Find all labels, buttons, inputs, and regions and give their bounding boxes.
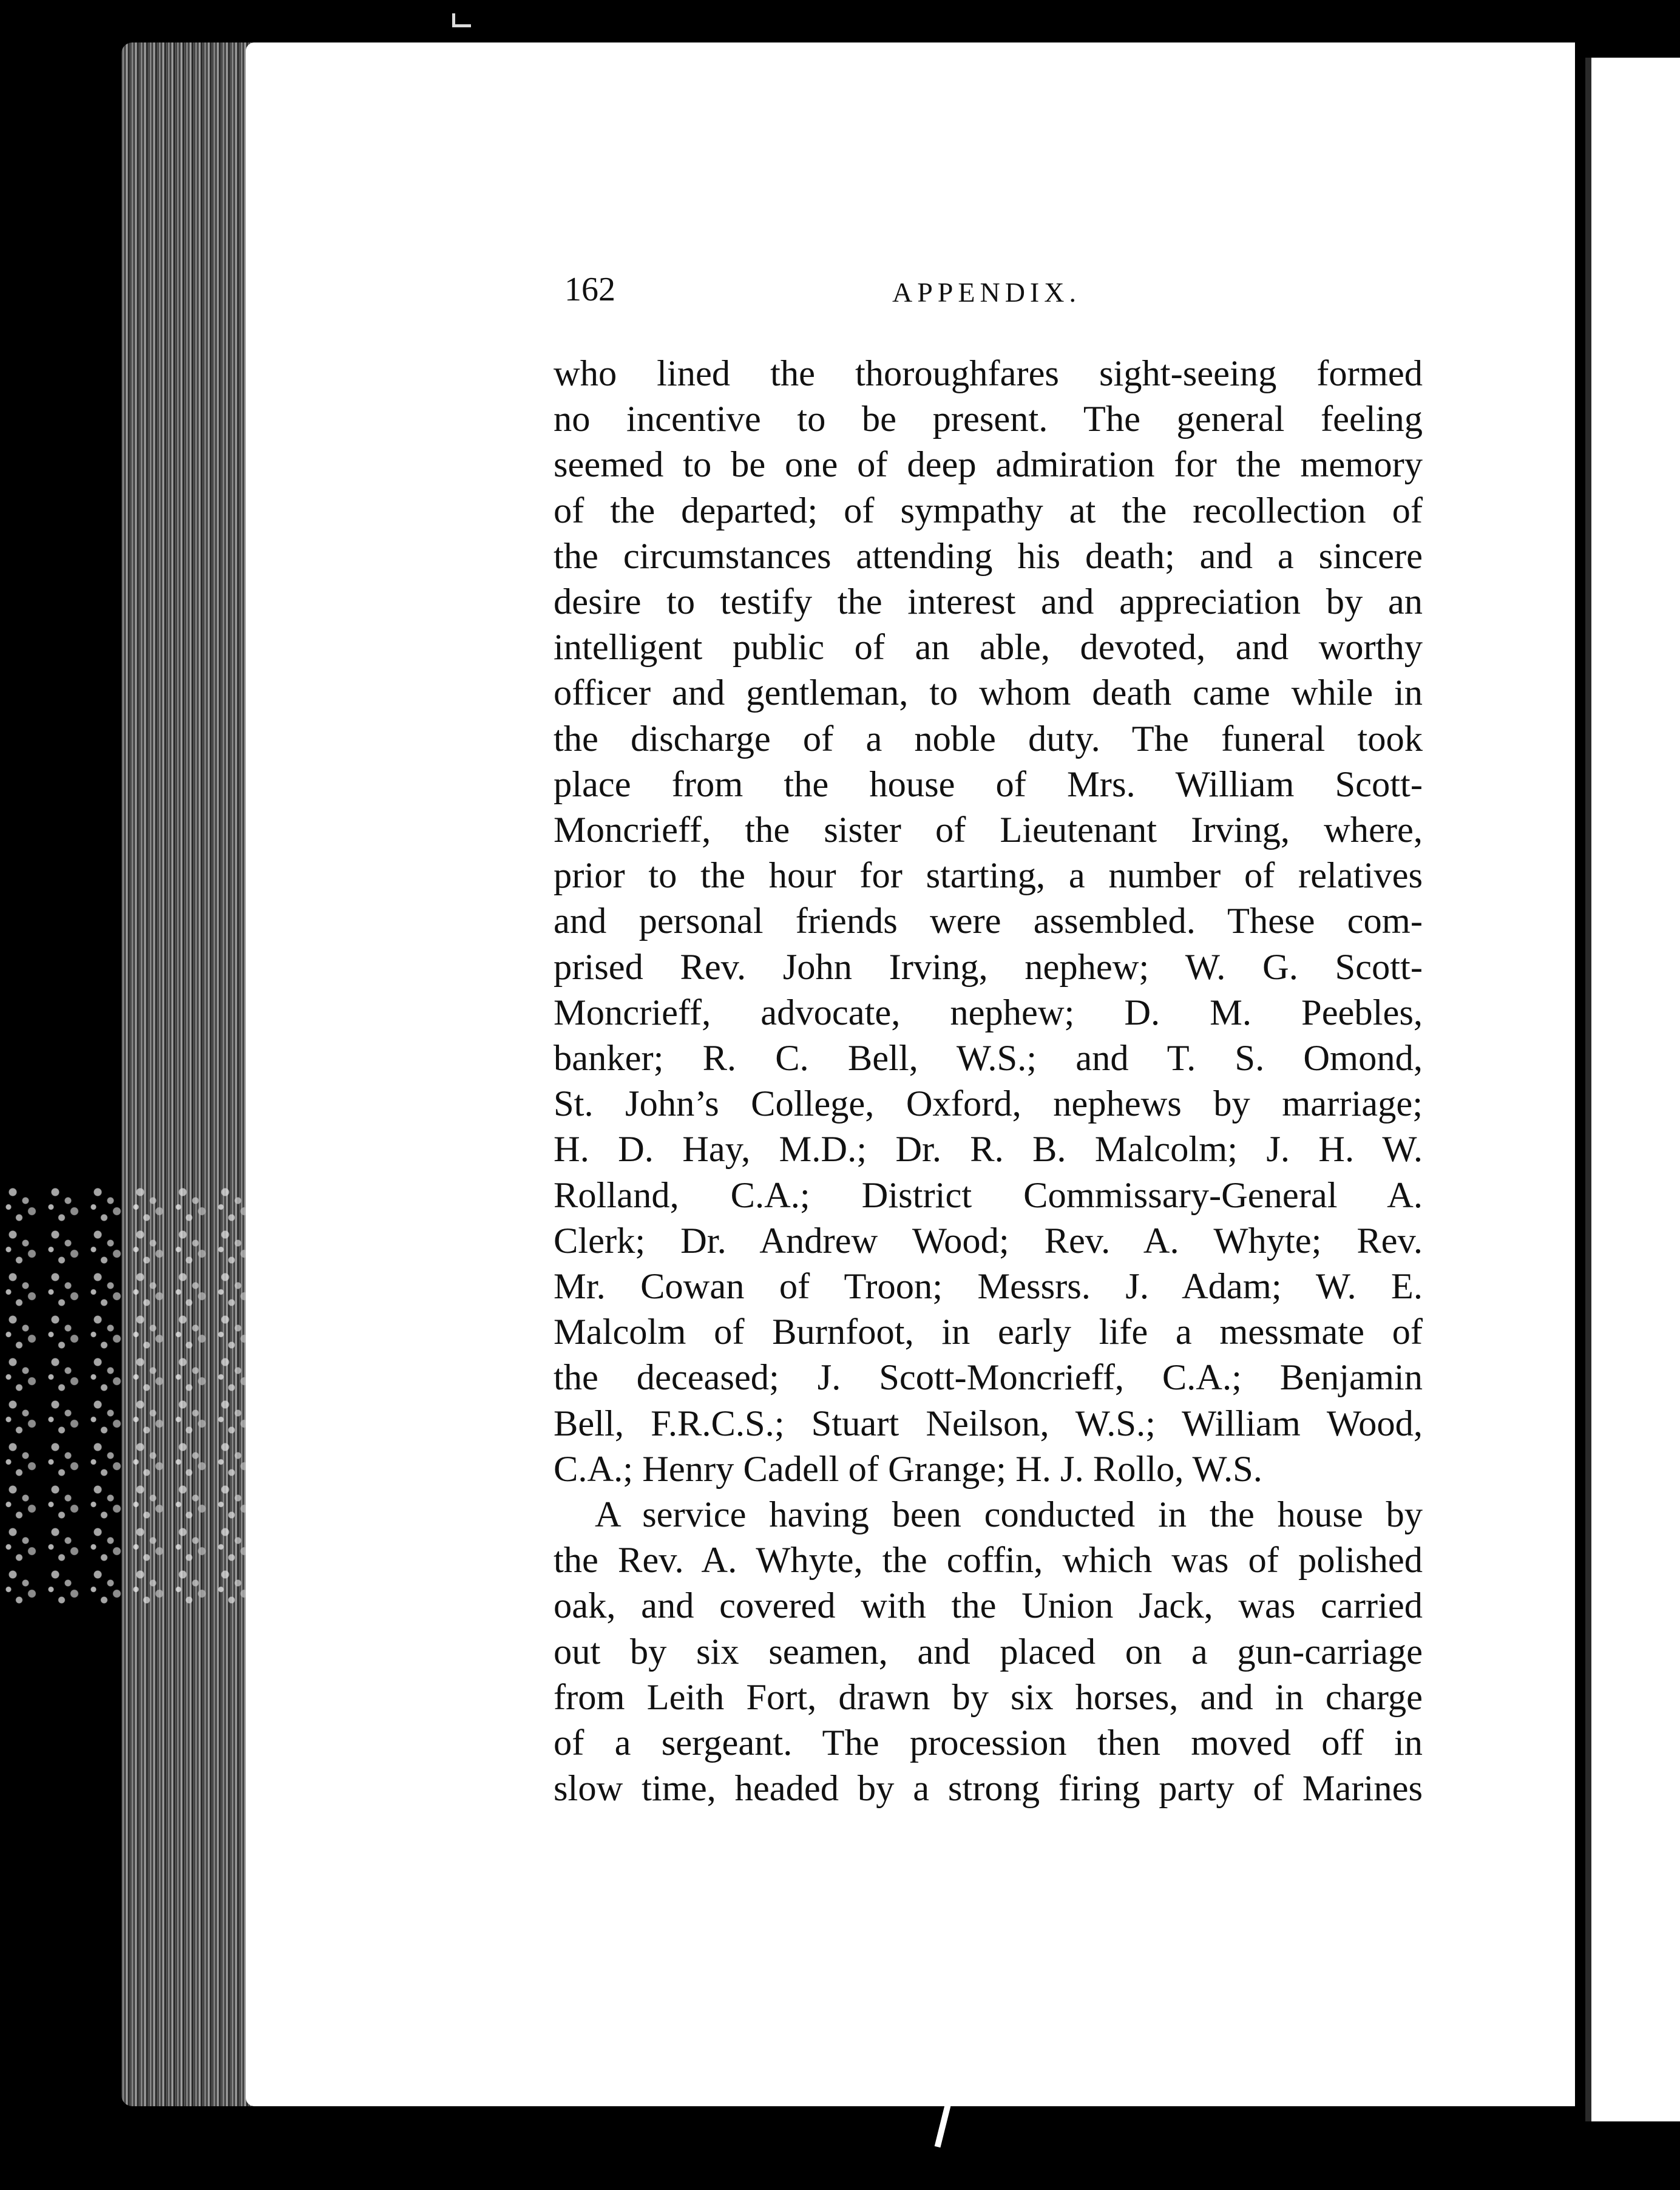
body-text [554, 351, 1423, 1812]
text-line: H. D. Hay, M.D.; Dr. R. B. Malcolm; J. H. W. [554, 1129, 1423, 1170]
text-line: Clerk; Dr. Andrew Wood; Rev. A. Whyte; Rev. [554, 1220, 1423, 1261]
text-line: officer and gentleman, to whom death came while in [554, 673, 1423, 714]
text-line: the discharge of a noble duty. The funeral took [554, 718, 1423, 759]
text-line: Rolland, C.A.; District Commissary-General A. [554, 1175, 1423, 1216]
facing-page-edge [1585, 58, 1680, 2121]
text-line: of a sergeant. The procession then moved off in [554, 1723, 1423, 1764]
running-head [564, 270, 1086, 313]
text-line: A service having been conducted in the house by [595, 1494, 1423, 1536]
text-line: seemed to be one of deep admiration for the memory [554, 444, 1423, 486]
text-line: intelligent public of an able, devoted, and worthy [554, 627, 1423, 668]
text-line: Malcolm of Burnfoot, in early life a messmate of [554, 1312, 1423, 1353]
text-line: slow time, headed by a strong firing party of Marines [554, 1768, 1423, 1809]
text-line: C.A.; Henry Cadell of Grange; H. J. Rollo, W.S. [554, 1448, 1262, 1490]
scan-tick-mark [935, 2105, 951, 2148]
page-number: 162 [564, 271, 615, 308]
text-line: Bell, F.R.C.S.; Stuart Neilson, W.S.; William Wood, [554, 1403, 1423, 1444]
text-line: out by six seamen, and placed on a gun-carriage [554, 1631, 1423, 1672]
text-line: St. John’s College, Oxford, nephews by marriage; [554, 1083, 1423, 1125]
paper-speckle [0, 1184, 255, 1609]
text-line: of the departed; of sympathy at the recollection of [554, 490, 1423, 531]
text-line: prised Rev. John Irving, nephew; W. G. Scott- [554, 946, 1423, 988]
text-line: Moncrieff, the sister of Lieutenant Irving, where, [554, 810, 1423, 851]
paragraph-2 [554, 1492, 1423, 1811]
text-line: Moncrieff, advocate, nephew; D. M. Peebles, [554, 992, 1423, 1033]
text-line: banker; R. C. Bell, W.S.; and T. S. Omond, [554, 1038, 1423, 1079]
text-line: no incentive to be present. The general feeling [554, 399, 1423, 440]
text-line: place from the house of Mrs. William Scott- [554, 764, 1423, 805]
text-line: the deceased; J. Scott-Moncrieff, C.A.; Benjamin [554, 1357, 1423, 1398]
text-line: who lined the thoroughfares sight-seeing formed [554, 353, 1423, 394]
paragraph-1 [554, 351, 1423, 1492]
text-line: Mr. Cowan of Troon; Messrs. J. Adam; W. E. [554, 1266, 1423, 1307]
scan-mark [452, 13, 471, 27]
text-line: the circumstances attending his death; and a sincere [554, 535, 1423, 577]
book-page-edges [121, 42, 261, 2106]
text-line: from Leith Fort, drawn by six horses, and in charge [554, 1676, 1423, 1718]
text-line: desire to testify the interest and appreciation by an [554, 581, 1423, 623]
text-line: the Rev. A. Whyte, the coffin, which was of polished [554, 1540, 1423, 1581]
header-title: APPENDIX. [892, 277, 1081, 308]
text-line: prior to the hour for starting, a number of relatives [554, 855, 1423, 897]
text-line: oak, and covered with the Union Jack, was carried [554, 1585, 1423, 1627]
text-line: and personal friends were assembled. These com- [554, 901, 1423, 942]
